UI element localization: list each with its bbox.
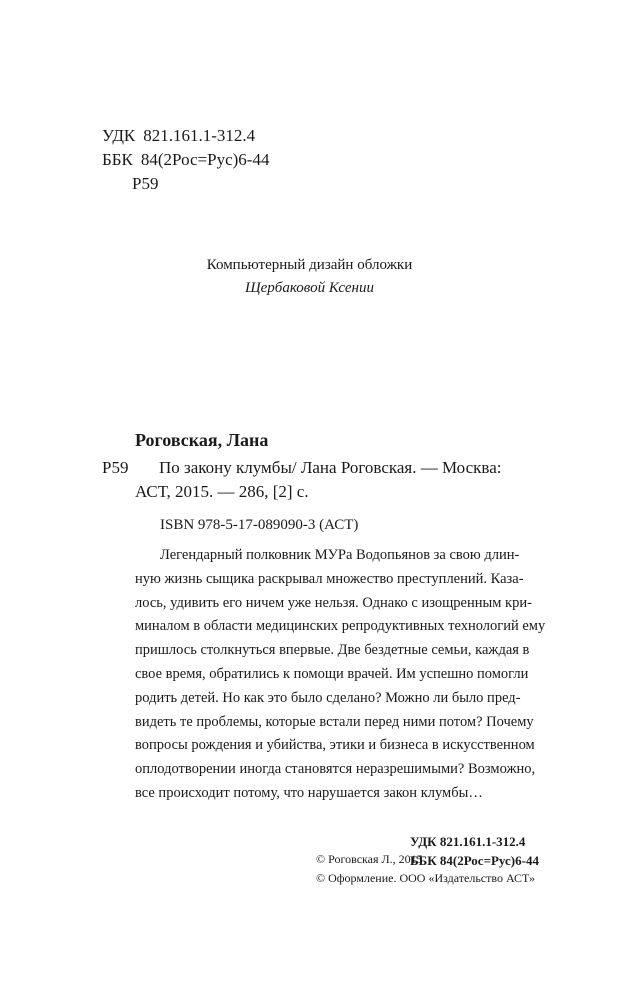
catalog-description-line: АСТ, 2015. — 286, [2] с.	[135, 482, 309, 501]
cover-design-credit	[0, 254, 619, 300]
catalog-code: Р59	[102, 458, 129, 477]
cover-designer-name: Щербаковой Ксении	[244, 280, 374, 296]
udk-value: 821.161.1-312.4	[143, 126, 256, 145]
bbk-label: ББК	[102, 150, 133, 169]
copyright-notice	[316, 850, 535, 888]
annotation-line: оплодотворении иногда становятся неразрешимыми? Возможно,	[135, 761, 536, 778]
book-annotation	[135, 544, 560, 806]
catalog-description	[135, 456, 560, 504]
isbn: ISBN 978-5-17-089090-3 (АСТ)	[160, 517, 359, 533]
udk-label: УДК	[102, 126, 136, 145]
annotation-line: ную жизнь сыщика раскрывал множество преступлений. Каза-	[135, 570, 524, 587]
copyright-publisher: © Оформление. ООО «Издательство АСТ»	[316, 871, 536, 885]
copyright-author: © Роговская Л., 2015	[316, 852, 423, 866]
catalog-description-line: По закону клумбы/ Лана Роговская. — Москва:	[159, 458, 502, 477]
author-code: Р59	[132, 174, 159, 193]
annotation-line: все происходит потому, что нарушается закон клумбы…	[135, 784, 483, 801]
annotation-line: пришлось столкнуться впервые. Две бездетные семьи, каждая в	[135, 642, 530, 659]
catalog-author: Роговская, Лана	[135, 430, 269, 450]
bbk-line	[102, 148, 269, 172]
bbk-bottom: ББК 84(2Рос=Рус)6-44	[410, 853, 539, 868]
annotation-line: свое время, обратились к помощи врачей. Им успешно помогли	[135, 665, 529, 682]
udk-bottom: УДК 821.161.1-312.4	[410, 834, 526, 849]
bbk-value: 84(2Рос=Рус)6-44	[140, 150, 270, 169]
annotation-line: родить детей. Но как это было сделано? Можно ли было пред-	[135, 689, 521, 706]
annotation-line: Легендарный полковник МУРа Водопьянов за свою длин-	[160, 547, 520, 563]
annotation-line: миналом в области медицинских репродуктивных технологий ему	[135, 618, 546, 635]
classification-codes-top	[102, 124, 269, 196]
cover-credit-label: Компьютерный дизайн обложки	[206, 257, 413, 273]
annotation-line: вопросы рождения и убийства, этики и бизнеса в искусственном	[135, 737, 535, 754]
annotation-line: видеть те проблемы, которые встали перед ними потом? Почему	[135, 713, 534, 730]
annotation-line: лось, удивить его ничем уже нельзя. Однако с изощренным кри-	[135, 594, 532, 611]
udk-line	[102, 124, 269, 148]
